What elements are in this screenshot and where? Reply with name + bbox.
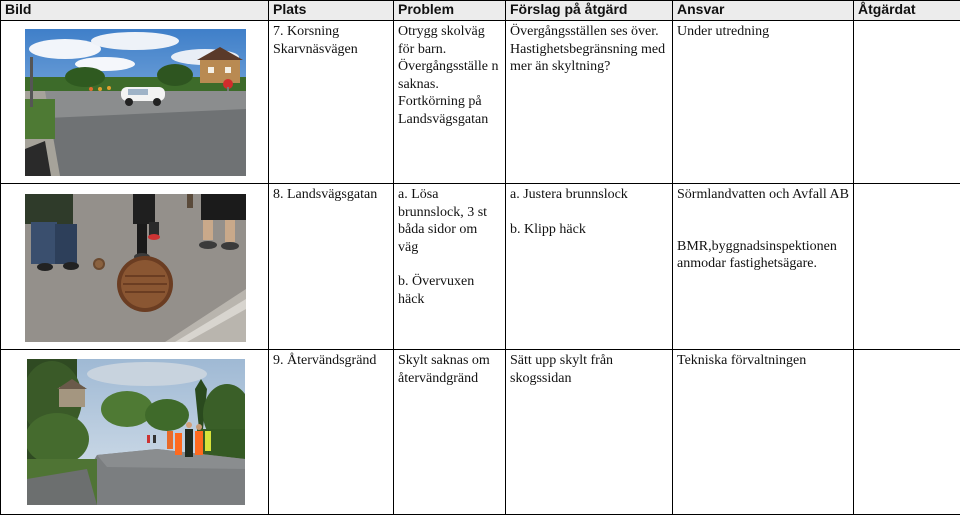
street-crossing-photo [25, 29, 246, 176]
header-problem: Problem [394, 1, 506, 21]
problem-text: b. Övervuxen häck [398, 274, 475, 307]
problem-text: Skylt saknas om återvändgränd [398, 353, 490, 386]
ansvar-cell [673, 21, 854, 184]
problem-cell [394, 350, 506, 515]
header-bild: Bild [1, 1, 269, 21]
ansvar-cell [673, 184, 854, 350]
problem-cell [394, 184, 506, 350]
manhole-cover-photo [25, 194, 246, 342]
problem-cell [394, 21, 506, 184]
header-plats: Plats [269, 1, 394, 21]
forslag-cell [506, 184, 673, 350]
ansvar-text: BMR,byggnadsinspektionen anmodar fastighetsägare. [677, 238, 837, 271]
photo-cell [1, 184, 269, 350]
spacer [677, 221, 849, 238]
table-row [1, 350, 960, 515]
plats-cell [269, 21, 394, 184]
plats-text: 7. Korsning Skarvnäsvägen [273, 24, 358, 57]
plats-cell [269, 350, 394, 515]
forslag-text: Sätt upp skylt från skogssidan [510, 353, 614, 386]
forslag-text: Övergångsställen ses över. [510, 24, 659, 39]
problem-text: Övergångsställe n saknas. [398, 59, 499, 92]
plats-text: 8. Landsvägsgatan [273, 187, 378, 202]
problem-text: Fortkörning på Landsvägsgatan [398, 94, 489, 127]
plats-cell [269, 184, 394, 350]
spacer [677, 204, 849, 221]
forslag-text: Hastighetsbegränsning med mer än skyltning? [510, 41, 666, 74]
atgardat-cell [854, 21, 960, 184]
ansvar-text: Tekniska förvaltningen [677, 353, 807, 368]
spacer [510, 204, 668, 221]
spacer [398, 256, 501, 273]
table-row [1, 184, 960, 350]
forslag-cell [506, 21, 673, 184]
forslag-text: a. Justera brunnslock [510, 187, 628, 202]
ansvar-text: Under utredning [677, 24, 770, 39]
ansvar-cell [673, 350, 854, 515]
atgardat-cell [854, 184, 960, 350]
photo-cell [1, 21, 269, 184]
plats-text: 9. Återvändsgränd [273, 353, 377, 368]
table-row [1, 21, 960, 184]
header-atgardat: Åtgärdat [854, 1, 960, 21]
atgardat-cell [854, 350, 960, 515]
forslag-cell [506, 350, 673, 515]
header-forslag: Förslag på åtgärd [506, 1, 673, 21]
dead-end-road-photo [27, 359, 245, 505]
header-row [1, 1, 960, 21]
header-ansvar: Ansvar [673, 1, 854, 21]
problem-text: Otrygg skolväg för barn. [398, 24, 485, 57]
problem-text: a. Lösa brunnslock, 3 st båda sidor om väg [398, 187, 488, 255]
forslag-text: b. Klipp häck [510, 221, 586, 237]
photo-cell [1, 350, 269, 515]
ansvar-text: Sörmlandvatten och Avfall AB [677, 187, 849, 202]
